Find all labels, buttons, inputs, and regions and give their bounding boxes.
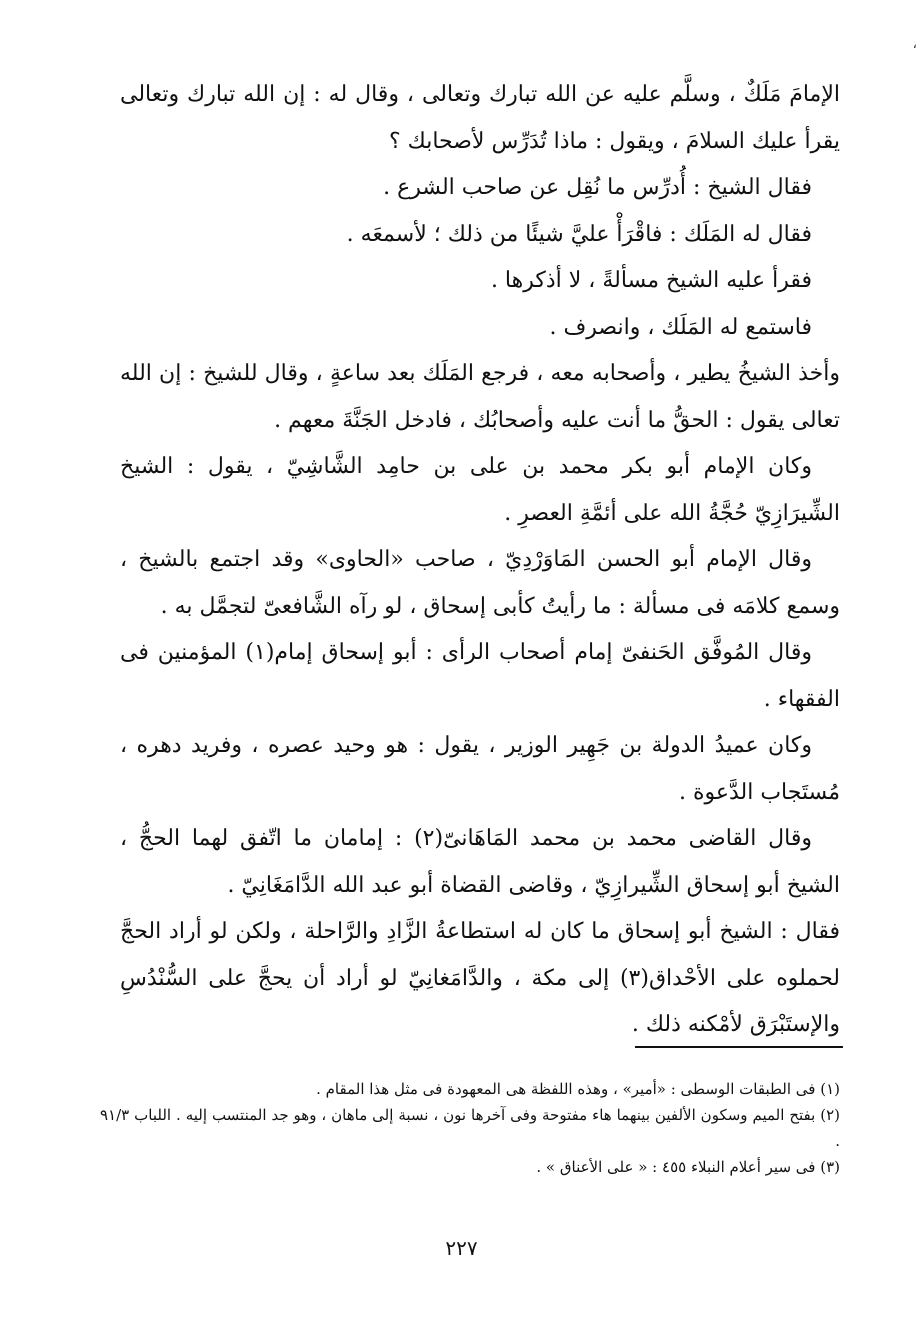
footnote-separator: [635, 1046, 843, 1048]
paragraph: فقال الشيخ : أُدرِّس ما نُقِل عن صاحب الشرع .: [383, 175, 812, 200]
paragraph: فقرأ عليه الشيخ مسألةً ، لا أذكرها .: [490, 268, 812, 293]
footnote: (٣) فى سير أعلام النبلاء ٤٥٥ : « على الأعناق » .: [536, 1158, 840, 1176]
paragraph: الإمامَ مَلَكٌ ، وسلَّم عليه عن الله تبارك وتعالى ، وقال له : إن الله تبارك وتعالى يقرأ عليك السلامَ ، ويقول : ماذا تُدَرِّس لأصحابك ؟: [120, 82, 840, 154]
paragraph: وقال المُوفَّق الحَنفىّ إمام أصحاب الرأى : أبو إسحاق إمام(١) المؤمنين فى الفقهاء .: [120, 640, 840, 712]
paragraph: فقال له المَلَك : فاقْرَأْ عليَّ شيئًا من ذلك ؛ لأسمعَه .: [346, 221, 812, 247]
footnote: (١) فى الطبقات الوسطى : «أمير» ، وهذه اللفظة هى المعهودة فى مثل هذا المقام .: [316, 1080, 840, 1098]
paragraph: وكان الإمام أبو بكر محمد بن على بن حامِد الشَّاشِيّ ، يقول : الشيخ الشِّيرَازِيّ حُجَّةُ الله على أئمَّةِ العصرِ .: [120, 454, 840, 526]
page-number: ٢٢٧: [445, 1236, 478, 1260]
footnotes: [100, 1076, 840, 1180]
paragraph: وقال الإمام أبو الحسن المَاوَرْدِيّ ، صاحب «الحاوى» وقد اجتمع بالشيخ ، وسمع كلامَه فى مسألة : ما رأيتُ كأبى إسحاق ، لو رآه الشَّافعىّ لتجمَّل به .: [120, 547, 840, 619]
paragraph: فقال : الشيخ أبو إسحاق ما كان له استطاعةُ الزَّادِ والرَّاحلة ، ولكن لو أراد الحجَّ لحملوه على الأحْداق(٣) إلى مكة ، والدَّامَغانِيّ لو أراد أن يحجَّ على السُّنْدُسِ والإستَبْرَق لأمْكنه ذلك .: [120, 919, 840, 1037]
footnote: (٢) بفتح الميم وسكون الألفين بينهما هاء مفتوحة وفى آخرها نون ، نسبة إلى ماهان ، وهو جد المنتسب إليه . اللباب ٩١/٣ .: [100, 1106, 840, 1150]
edge-mark: ،: [912, 36, 917, 52]
main-text: [120, 72, 840, 1049]
paragraph: وكان عميدُ الدولة بن جَهِير الوزير ، يقول : هو وحيد عصره ، وفريد دهره ، مُستَجاب الدَّعوة .: [120, 733, 840, 805]
paragraph: وأخذ الشيخُ يطير ، وأصحابه معه ، فرجع المَلَك بعد ساعةٍ ، وقال للشيخ : إن الله تعالى يقول : الحقُّ ما أنت عليه وأصحابُك ، فادخل الجَنَّةَ معهم .: [120, 361, 840, 433]
paragraph: وقال القاضى محمد بن محمد المَاهَانىّ(٢) : إمامان ما اتّفق لهما الحجُّ ، الشيخ أبو إسحاق الشِّيرازِيّ ، وقاضى القضاة أبو عبد الله الدَّامَغَانِيّ .: [120, 826, 840, 898]
paragraph: فاستمع له المَلَك ، وانصرف .: [549, 314, 812, 340]
